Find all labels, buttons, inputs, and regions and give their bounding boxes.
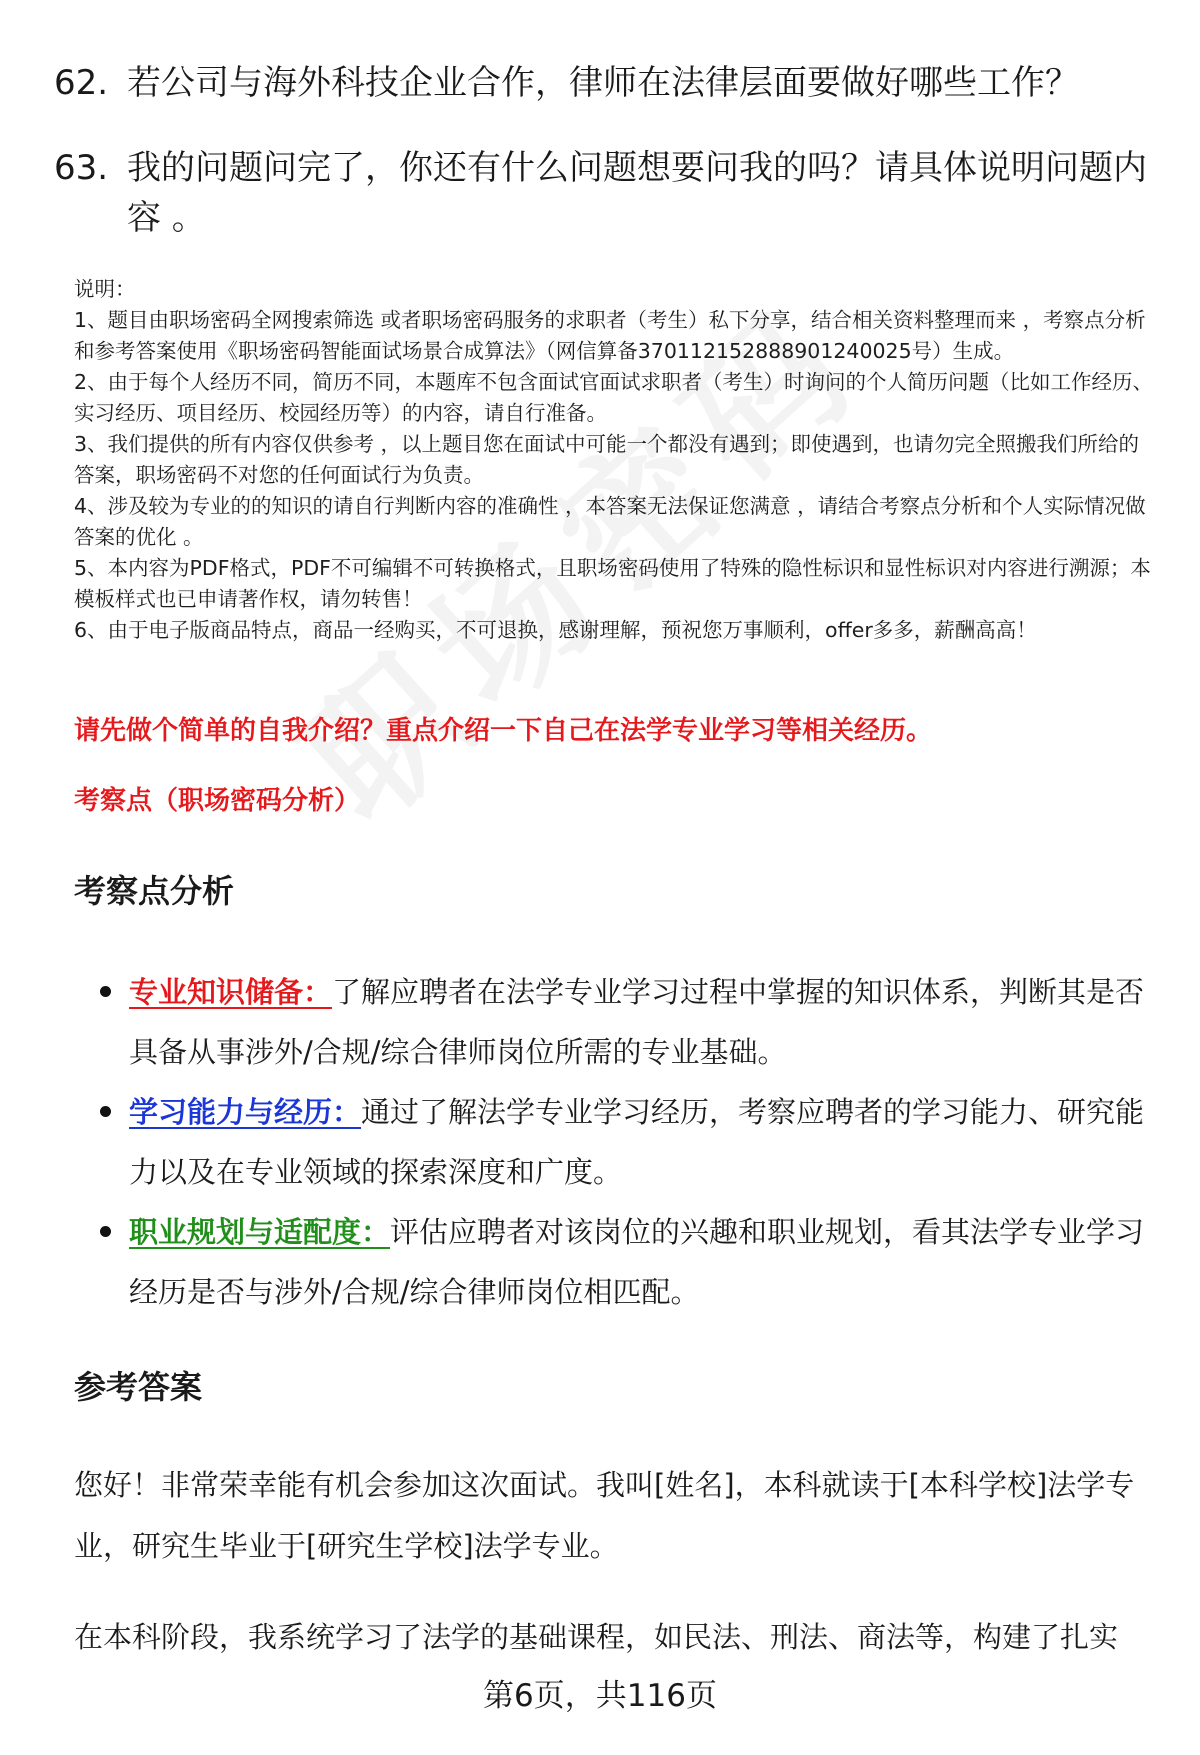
bullet-dot-icon — [100, 1106, 111, 1117]
bullet-item — [100, 1202, 1155, 1322]
bullet-text: 评估应聘者对该岗位的兴趣和职业规划，看其法学专业学习经历是否与涉外/合规/综合律师岗位相匹配。 — [129, 1215, 1145, 1309]
bullet-text: 了解应聘者在法学专业学习过程中掌握的知识体系，判断其是否具备从事涉外/合规/综合律师岗位所需的专业基础。 — [129, 975, 1145, 1069]
note-item: 2、由于每个人经历不同，简历不同，本题库不包含面试官面试求职者（考生）时询问的个人简历问题（比如工作经历、实习经历、项目经历、校园经历等）的内容，请自行准备。 — [74, 370, 1154, 425]
note-item: 1、题目由职场密码全网搜索筛选 或者职场密码服务的求职者（考生）私下分享，结合相关资料整理而来 ，考察点分析和参考答案使用《职场密码智能面试场景合成算法》（网信算备370112152888901240025号）生成。 — [74, 308, 1146, 363]
answer-paragraph: 在本科阶段，我系统学习了法学的基础课程，如民法、刑法、商法等，构建了扎实 — [74, 1620, 1119, 1654]
note-item: 3、我们提供的所有内容仅供参考 ，以上题目您在面试中可能一个都没有遇到；即使遇到，也请勿完全照搬我们所给的答案，职场密码不对您的任何面试行为负责。 — [74, 432, 1140, 487]
question-number: 63. — [54, 148, 109, 188]
question-number: 62. — [54, 63, 109, 103]
bullet-dot-icon — [100, 986, 111, 997]
bullet-text: 通过了解法学专业学习经历，考察应聘者的学习能力、研究能力以及在专业领域的探索深度和广度。 — [129, 1095, 1145, 1189]
answer-paragraph: 您好！非常荣幸能有机会参加这次面试。我叫[姓名]，本科就读于[本科学校]法学专业，研究生毕业于[研究生学校]法学专业。 — [74, 1468, 1135, 1563]
question-63 — [54, 143, 1154, 243]
note-item: 5、本内容为PDF格式，PDF不可编辑不可转换格式，且职场密码使用了特殊的隐性标识和显性标识对内容进行溯源；本模板样式也已申请著作权，请勿转售！ — [74, 556, 1151, 611]
question-text: 若公司与海外科技企业合作，律师在法律层面要做好哪些工作？ — [127, 63, 1079, 103]
bullet-term: 专业知识储备： — [129, 975, 333, 1009]
bullet-term: 学习能力与经历： — [129, 1095, 362, 1129]
question-text: 我的问题问完了，你还有什么问题想要问我的吗？请具体说明问题内容 。 — [127, 148, 1147, 238]
page-footer: 第6页，共116页 — [483, 1678, 717, 1714]
kaochadian-label: 考察点（职场密码分析） — [74, 786, 361, 816]
note-item: 4、涉及较为专业的的知识的请自行判断内容的准确性 ，本答案无法保证您满意 ，请结合考察点分析和个人实际情况做答案的优化 。 — [74, 494, 1146, 549]
question-62 — [54, 58, 1154, 108]
note-item: 6、由于电子版商品特点，商品一经购买，不可退换，感谢理解，预祝您万事顺利，offer多多，薪酬高高！ — [74, 618, 1037, 642]
notes-title: 说明： — [74, 277, 136, 301]
bullet-dot-icon — [100, 1226, 111, 1237]
bullet-term: 职业规划与适配度： — [129, 1215, 391, 1249]
main-question: 请先做个简单的自我介绍？重点介绍一下自己在法学专业学习等相关经历。 — [74, 716, 933, 746]
notes-section — [74, 274, 1154, 646]
answer-heading: 参考答案 — [74, 1368, 203, 1406]
analysis-bullets — [100, 962, 1155, 1322]
bullet-item — [100, 962, 1155, 1082]
bullet-item — [100, 1082, 1155, 1202]
analysis-heading: 考察点分析 — [74, 872, 235, 910]
